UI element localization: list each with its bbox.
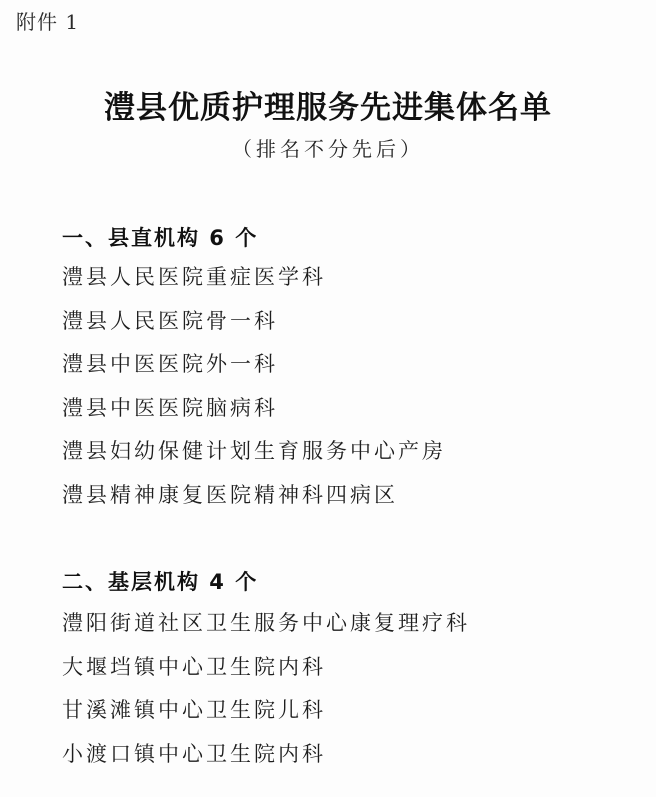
list-item: 大堰垱镇中心卫生院内科 <box>62 654 326 679</box>
list-item: 澧县中医医院外一科 <box>62 352 278 376</box>
grassroots-institution-list <box>62 608 470 782</box>
list-item: 澧县精神康复医院精神科四病区 <box>62 482 398 507</box>
document-title: 澧县优质护理服务先进集体名单 <box>104 90 552 126</box>
list-item: 甘溪滩镇中心卫生院儿科 <box>62 698 326 722</box>
attachment-label: 附件 1 <box>16 10 80 34</box>
document-subtitle: （排名不分先后） <box>232 137 424 161</box>
list-item: 澧县中医医院脑病科 <box>62 395 278 420</box>
list-item: 澧阳街道社区卫生服务中心康复理疗科 <box>62 611 470 635</box>
list-item: 澧县人民医院骨一科 <box>62 308 278 333</box>
section-heading-grassroots: 二、基层机构 4 个 <box>62 570 259 594</box>
list-item: 澧县人民医院重症医学科 <box>62 265 326 289</box>
list-item: 澧县妇幼保健计划生育服务中心产房 <box>62 439 446 463</box>
section-heading-county: 一、县直机构 6 个 <box>62 226 259 250</box>
list-item: 小渡口镇中心卫生院内科 <box>62 741 326 766</box>
county-institution-list <box>62 262 446 523</box>
